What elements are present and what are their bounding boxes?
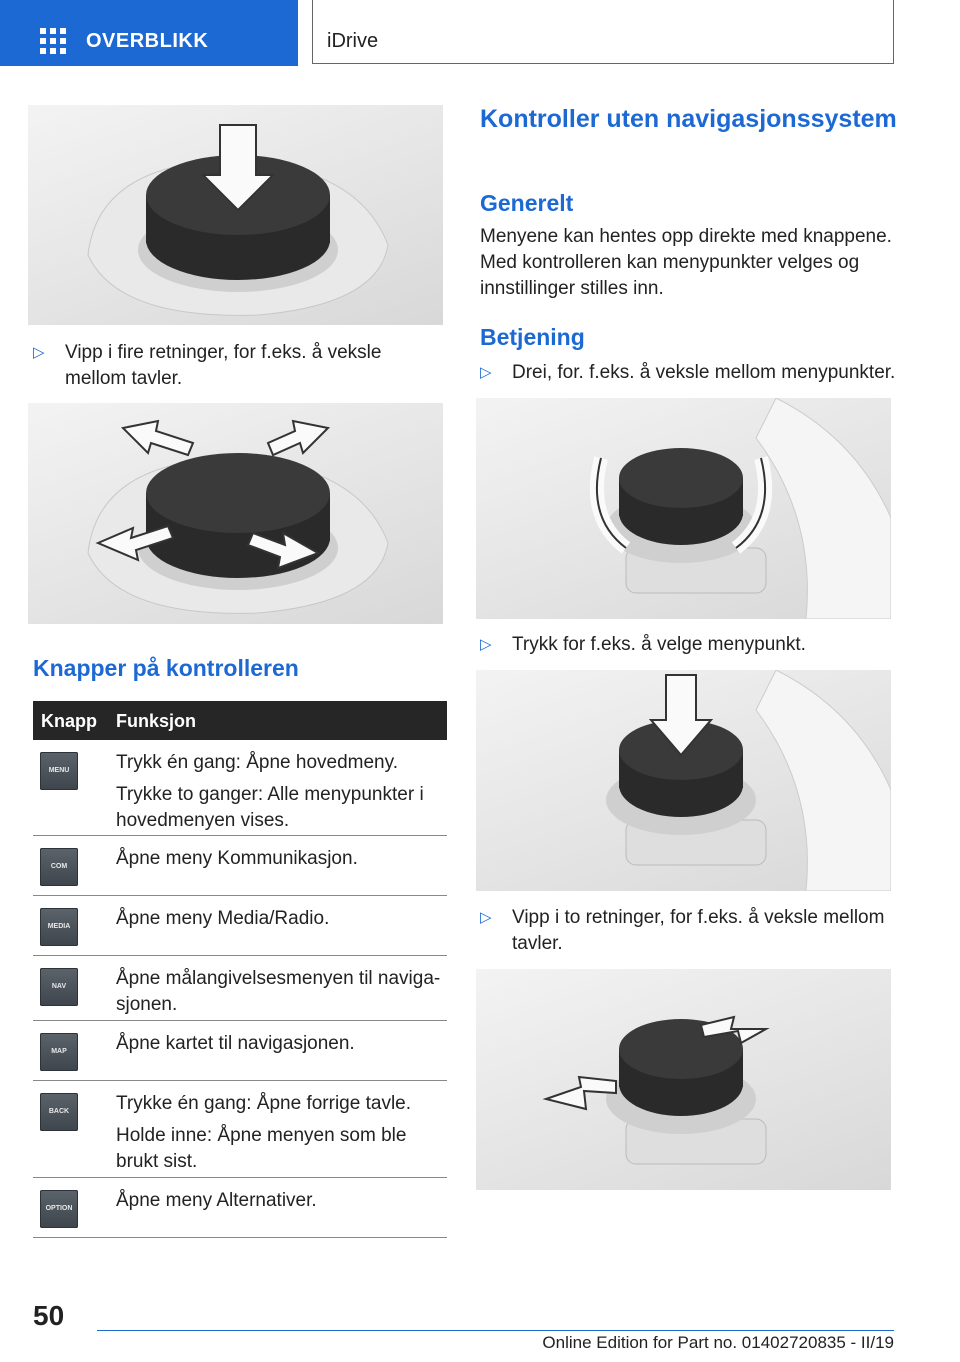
footer-divider xyxy=(97,1330,894,1331)
edition-note: Online Edition for Part no. 01402720835 - II/19 xyxy=(542,1333,894,1352)
table-row xyxy=(33,1021,447,1081)
row-text: Åpne meny Alternativer. xyxy=(116,1190,317,1211)
column-header-button: Knapp xyxy=(41,711,97,731)
com-button-icon: COM xyxy=(40,848,78,886)
chapter-title: iDrive xyxy=(327,30,379,52)
section-tab[interactable] xyxy=(0,0,298,66)
triangle-bullet-icon: ▷ xyxy=(480,909,492,926)
table-row xyxy=(33,740,447,836)
controller-tilt-two-illustration xyxy=(476,969,891,1190)
table-row xyxy=(33,1081,447,1178)
row-text: Holde inne: Åpne menyen som ble brukt sist. xyxy=(116,1125,407,1172)
chapter-header xyxy=(312,0,894,64)
bullet-turn: ▷ Drei, for. f.eks. å veksle mellom menypunkter. xyxy=(480,360,900,386)
bullet-tilt-two: ▷ Vipp i to retninger, for f.eks. å veksle mellom tavler. xyxy=(480,907,885,954)
row-text: Trykke én gang: Åpne forrige tavle. xyxy=(116,1093,412,1114)
option-button-icon: OPTION xyxy=(40,1190,78,1228)
controller-press-illustration xyxy=(28,105,443,325)
nav-button-icon: NAV xyxy=(40,968,78,1006)
back-button-icon: BACK xyxy=(40,1093,78,1131)
table-row xyxy=(33,836,447,896)
bullet-press: ▷ Trykk for f.eks. å velge menypunkt. xyxy=(480,632,900,658)
bullet-tilt-four: ▷ Vipp i fire retninger, for f.eks. å veksle mellom tavler. xyxy=(33,342,382,389)
button-function-table xyxy=(33,701,447,1238)
row-text: Åpne målangivelsesmenyen til naviga‐sjonen. xyxy=(116,968,441,1015)
section-label: OVERBLIKK xyxy=(86,30,209,52)
triangle-bullet-icon: ▷ xyxy=(480,636,492,653)
grid-icon xyxy=(40,28,66,54)
heading-controller-buttons: Knapper på kontrolleren xyxy=(33,655,299,681)
general-paragraph: Menyene kan hentes opp direkte med knappene. Med kontrolleren kan menypunkter velges og innstillinger stilles inn. xyxy=(480,226,892,299)
row-text: Åpne meny Media/Radio. xyxy=(116,908,330,929)
controller-tilt-four-illustration xyxy=(28,403,443,624)
row-text: Trykk én gang: Åpne hovedmeny. xyxy=(116,752,398,773)
controller-press-right-illustration xyxy=(476,670,891,891)
map-button-icon: MAP xyxy=(40,1033,78,1071)
menu-button-icon: MENU xyxy=(40,752,78,790)
row-text: Åpne meny Kommunikasjon. xyxy=(116,848,358,869)
heading-controller-no-nav: Kontroller uten navigasjonssystem xyxy=(480,105,897,133)
table-row xyxy=(33,1178,447,1238)
table-row xyxy=(33,956,447,1021)
triangle-bullet-icon: ▷ xyxy=(33,344,45,361)
heading-general: Generelt xyxy=(480,190,574,216)
heading-operation: Betjening xyxy=(480,324,585,350)
row-text: Trykke to ganger: Alle menypunkter i hovedmenyen vises. xyxy=(116,784,424,831)
table-header xyxy=(33,701,447,740)
media-button-icon: MEDIA xyxy=(40,908,78,946)
column-header-function: Funksjon xyxy=(116,711,196,731)
row-text: Åpne kartet til navigasjonen. xyxy=(116,1033,355,1054)
table-row xyxy=(33,896,447,956)
triangle-bullet-icon: ▷ xyxy=(480,364,492,381)
page-number: 50 xyxy=(33,1300,65,1331)
controller-turn-illustration xyxy=(476,398,891,619)
